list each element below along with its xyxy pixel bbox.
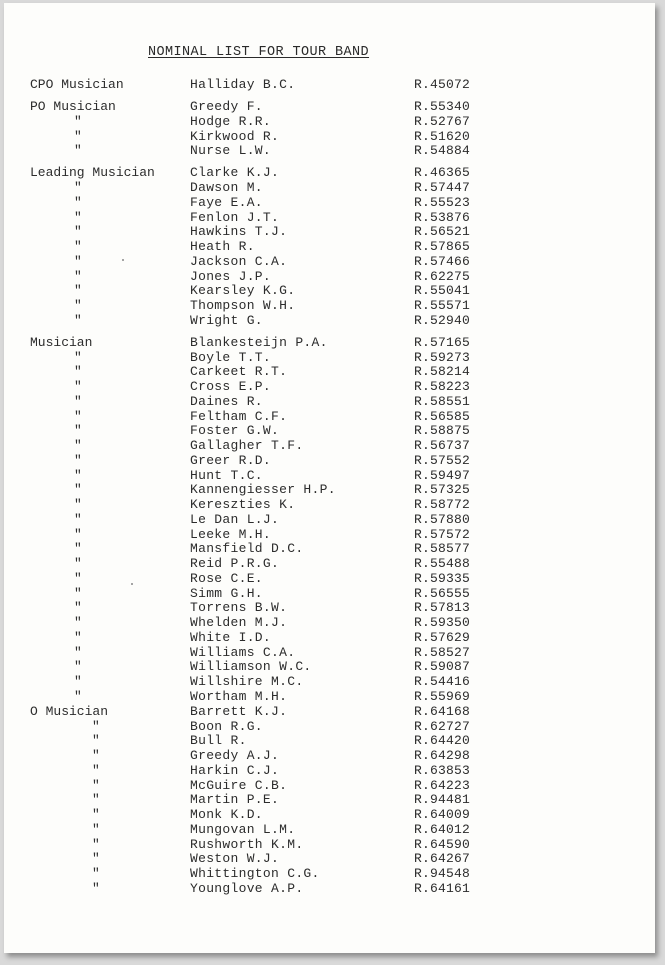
list-row (4, 674, 655, 689)
ditto-mark: " (74, 497, 82, 512)
ditto-mark: " (74, 298, 82, 313)
service-number: R.58551 (414, 393, 471, 409)
member-name: Feltham C.F. (190, 408, 288, 424)
list-row (4, 269, 655, 284)
member-name: Boyle T.T. (190, 349, 272, 365)
ditto-mark: " (74, 423, 82, 439)
list-row (4, 807, 655, 822)
service-number: R.57447 (414, 180, 471, 195)
member-name: Kearsley K.G. (190, 283, 296, 299)
service-number: R.55571 (414, 298, 471, 313)
list-row (4, 527, 655, 542)
member-name: Kirkwood R. (190, 128, 280, 144)
service-number: R.58875 (414, 423, 471, 439)
paper-speck (131, 583, 133, 585)
list-row (4, 77, 655, 92)
member-name: Whittington C.G. (190, 866, 320, 881)
ditto-mark: " (74, 511, 82, 527)
service-number: R.64009 (414, 807, 471, 822)
service-number: R.57552 (414, 452, 471, 468)
ditto-mark: " (92, 733, 100, 749)
service-number: R.51620 (414, 128, 471, 144)
list-row (4, 704, 655, 719)
ditto-mark: " (74, 526, 82, 542)
service-number: R.45072 (414, 77, 471, 92)
list-row (4, 822, 655, 837)
list-row (4, 600, 655, 615)
member-name: Gallagher T.F. (190, 438, 304, 453)
ditto-mark: " (92, 880, 100, 896)
list-row (4, 468, 655, 483)
member-name: Simm G.H. (190, 585, 263, 601)
member-name: Blankesteijn P.A. (190, 334, 328, 350)
member-name: Jones J.P. (190, 268, 272, 284)
list-row (4, 541, 655, 556)
list-row (4, 335, 655, 350)
ditto-mark: " (74, 379, 82, 394)
service-number: R.64267 (414, 851, 471, 867)
member-name: Faye E.A. (190, 194, 263, 210)
list-row (4, 482, 655, 497)
ditto-mark: " (74, 452, 82, 468)
ditto-mark: " (74, 659, 82, 675)
service-number: R.57629 (414, 629, 471, 645)
list-row (4, 497, 655, 512)
service-number: R.57880 (414, 511, 471, 527)
list-row (4, 630, 655, 645)
list-row (4, 350, 655, 365)
list-row (4, 733, 655, 748)
member-name: McGuire C.B. (190, 777, 288, 793)
document-title: NOMINAL LIST FOR TOUR BAND (148, 45, 370, 60)
service-number: R.62727 (414, 718, 471, 734)
ditto-mark: " (74, 194, 82, 210)
list-row (4, 615, 655, 630)
paper-speck (122, 259, 124, 261)
list-row (4, 763, 655, 778)
service-number: R.59350 (414, 615, 471, 630)
member-name: Kannengiesser H.P. (190, 482, 336, 498)
member-name: Hunt T.C. (190, 467, 263, 483)
member-name: Thompson W.H. (190, 298, 296, 313)
service-number: R.57865 (414, 239, 471, 254)
service-number: R.59273 (414, 349, 471, 365)
ditto-mark: " (74, 408, 82, 424)
ditto-mark: " (74, 467, 82, 483)
member-name: Mungovan L.M. (190, 821, 296, 837)
ditto-mark: " (92, 851, 100, 867)
rank-label: O Musician (30, 703, 109, 719)
list-row (4, 571, 655, 586)
service-number: R.58214 (414, 364, 471, 380)
service-number: R.64161 (414, 880, 471, 896)
service-number: R.63853 (414, 762, 471, 778)
list-row (4, 778, 655, 793)
list-row (4, 659, 655, 674)
ditto-mark: " (74, 674, 82, 689)
rank-label: Leading Musician (30, 165, 155, 181)
list-row (4, 689, 655, 704)
ditto-mark: " (92, 792, 100, 808)
member-name: Dawson M. (190, 180, 263, 195)
list-row (4, 423, 655, 438)
service-number: R.59087 (414, 659, 471, 675)
service-number: R.58223 (414, 379, 471, 394)
list-row (4, 165, 655, 180)
member-name: Mansfield D.C. (190, 541, 304, 557)
list-row (4, 99, 655, 114)
member-name: Whelden M.J. (190, 615, 288, 630)
list-row (4, 364, 655, 379)
ditto-mark: " (74, 688, 82, 704)
service-number: R.94548 (414, 866, 471, 881)
service-number: R.55340 (414, 99, 471, 114)
rank-label: Musician (30, 334, 93, 350)
service-number: R.57325 (414, 482, 471, 498)
member-name: Willshire M.C. (190, 674, 304, 689)
member-name: Leeke M.H. (190, 526, 272, 542)
member-name: Weston W.J. (190, 851, 280, 867)
ditto-mark: " (74, 349, 82, 365)
service-number: R.64590 (414, 836, 471, 852)
member-name: Reid P.R.G. (190, 556, 280, 571)
rank-label: PO Musician (30, 99, 116, 114)
list-row (4, 394, 655, 409)
ditto-mark: " (92, 748, 100, 763)
member-name: Wright G. (190, 312, 263, 328)
service-number: R.57466 (414, 253, 471, 269)
ditto-mark: " (92, 777, 100, 793)
service-number: R.55969 (414, 688, 471, 704)
service-number: R.55523 (414, 194, 471, 210)
service-number: R.57813 (414, 600, 471, 616)
member-name: Daines R. (190, 393, 263, 409)
list-row (4, 224, 655, 239)
service-number: R.55488 (414, 556, 471, 571)
ditto-mark: " (92, 821, 100, 837)
list-row (4, 210, 655, 225)
service-number: R.59497 (414, 467, 471, 483)
member-name: Foster G.W. (190, 423, 280, 439)
member-name: Harkin C.J. (190, 762, 280, 778)
list-row (4, 114, 655, 129)
member-name: Rose C.E. (190, 570, 263, 586)
member-name: Williams C.A. (190, 644, 296, 660)
member-name: Hawkins T.J. (190, 224, 288, 240)
service-number: R.53876 (414, 209, 471, 225)
member-name: Nurse L.W. (190, 143, 272, 159)
member-name: Monk K.D. (190, 807, 263, 822)
member-name: Bull R. (190, 733, 247, 749)
member-name: Cross E.P. (190, 379, 272, 394)
ditto-mark: " (74, 585, 82, 601)
list-row (4, 837, 655, 852)
ditto-mark: " (74, 180, 82, 195)
ditto-mark: " (92, 866, 100, 881)
member-name: White I.D. (190, 629, 272, 645)
ditto-mark: " (74, 239, 82, 254)
service-number: R.64168 (414, 703, 471, 719)
ditto-mark: " (74, 482, 82, 498)
list-row (4, 283, 655, 298)
list-row (4, 748, 655, 763)
list-row (4, 792, 655, 807)
service-number: R.64420 (414, 733, 471, 749)
ditto-mark: " (74, 600, 82, 616)
ditto-mark: " (74, 364, 82, 380)
service-number: R.57572 (414, 526, 471, 542)
list-row (4, 438, 655, 453)
member-name: Jackson C.A. (190, 253, 288, 269)
member-name: Greedy A.J. (190, 748, 280, 763)
ditto-mark: " (74, 113, 82, 129)
ditto-mark: " (74, 438, 82, 453)
service-number: R.58772 (414, 497, 471, 512)
list-row (4, 195, 655, 210)
list-row (4, 453, 655, 468)
ditto-mark: " (74, 268, 82, 284)
ditto-mark: " (92, 718, 100, 734)
list-row (4, 298, 655, 313)
member-name: Fenlon J.T. (190, 209, 280, 225)
ditto-mark: " (74, 312, 82, 328)
service-number: R.55041 (414, 283, 471, 299)
list-row (4, 866, 655, 881)
member-name: Halliday B.C. (190, 77, 296, 92)
ditto-mark: " (74, 128, 82, 144)
member-name: Clarke K.J. (190, 165, 280, 181)
ditto-mark: " (92, 807, 100, 822)
service-number: R.54416 (414, 674, 471, 689)
member-name: Wortham M.H. (190, 688, 288, 704)
list-row (4, 129, 655, 144)
service-number: R.94481 (414, 792, 471, 808)
document-page (4, 3, 655, 953)
member-name: Carkeet R.T. (190, 364, 288, 380)
list-row (4, 143, 655, 158)
service-number: R.56521 (414, 224, 471, 240)
ditto-mark: " (92, 836, 100, 852)
member-name: Younglove A.P. (190, 880, 304, 896)
list-row (4, 409, 655, 424)
service-number: R.59335 (414, 570, 471, 586)
list-row (4, 379, 655, 394)
member-name: Torrens B.W. (190, 600, 288, 616)
member-name: Le Dan L.J. (190, 511, 280, 527)
service-number: R.64012 (414, 821, 471, 837)
list-row (4, 645, 655, 660)
member-name: Greedy F. (190, 99, 263, 114)
list-row (4, 851, 655, 866)
ditto-mark: " (74, 629, 82, 645)
ditto-mark: " (74, 224, 82, 240)
service-number: R.56737 (414, 438, 471, 453)
ditto-mark: " (74, 615, 82, 630)
list-row (4, 313, 655, 328)
member-name: Hodge R.R. (190, 113, 272, 129)
ditto-mark: " (74, 393, 82, 409)
list-row (4, 586, 655, 601)
member-name: Barrett K.J. (190, 703, 288, 719)
list-row (4, 254, 655, 269)
ditto-mark: " (92, 762, 100, 778)
ditto-mark: " (74, 541, 82, 557)
list-row (4, 719, 655, 734)
list-row (4, 180, 655, 195)
service-number: R.57165 (414, 334, 471, 350)
ditto-mark: " (74, 570, 82, 586)
service-number: R.54884 (414, 143, 471, 159)
ditto-mark: " (74, 644, 82, 660)
ditto-mark: " (74, 143, 82, 159)
service-number: R.56555 (414, 585, 471, 601)
member-name: Greer R.D. (190, 452, 272, 468)
list-row (4, 556, 655, 571)
ditto-mark: " (74, 209, 82, 225)
service-number: R.64223 (414, 777, 471, 793)
service-number: R.52940 (414, 312, 471, 328)
service-number: R.46365 (414, 165, 471, 181)
member-name: Heath R. (190, 239, 255, 254)
ditto-mark: " (74, 283, 82, 299)
member-name: Kereszties K. (190, 497, 296, 512)
service-number: R.64298 (414, 748, 471, 763)
service-number: R.52767 (414, 113, 471, 129)
list-row (4, 881, 655, 896)
member-name: Martin P.E. (190, 792, 280, 808)
service-number: R.56585 (414, 408, 471, 424)
service-number: R.58577 (414, 541, 471, 557)
list-row (4, 239, 655, 254)
list-row (4, 512, 655, 527)
rank-label: CPO Musician (30, 77, 124, 92)
ditto-mark: " (74, 253, 82, 269)
service-number: R.58527 (414, 644, 471, 660)
service-number: R.62275 (414, 268, 471, 284)
member-name: Rushworth K.M. (190, 836, 304, 852)
member-name: Williamson W.C. (190, 659, 312, 675)
ditto-mark: " (74, 556, 82, 571)
member-name: Boon R.G. (190, 718, 263, 734)
